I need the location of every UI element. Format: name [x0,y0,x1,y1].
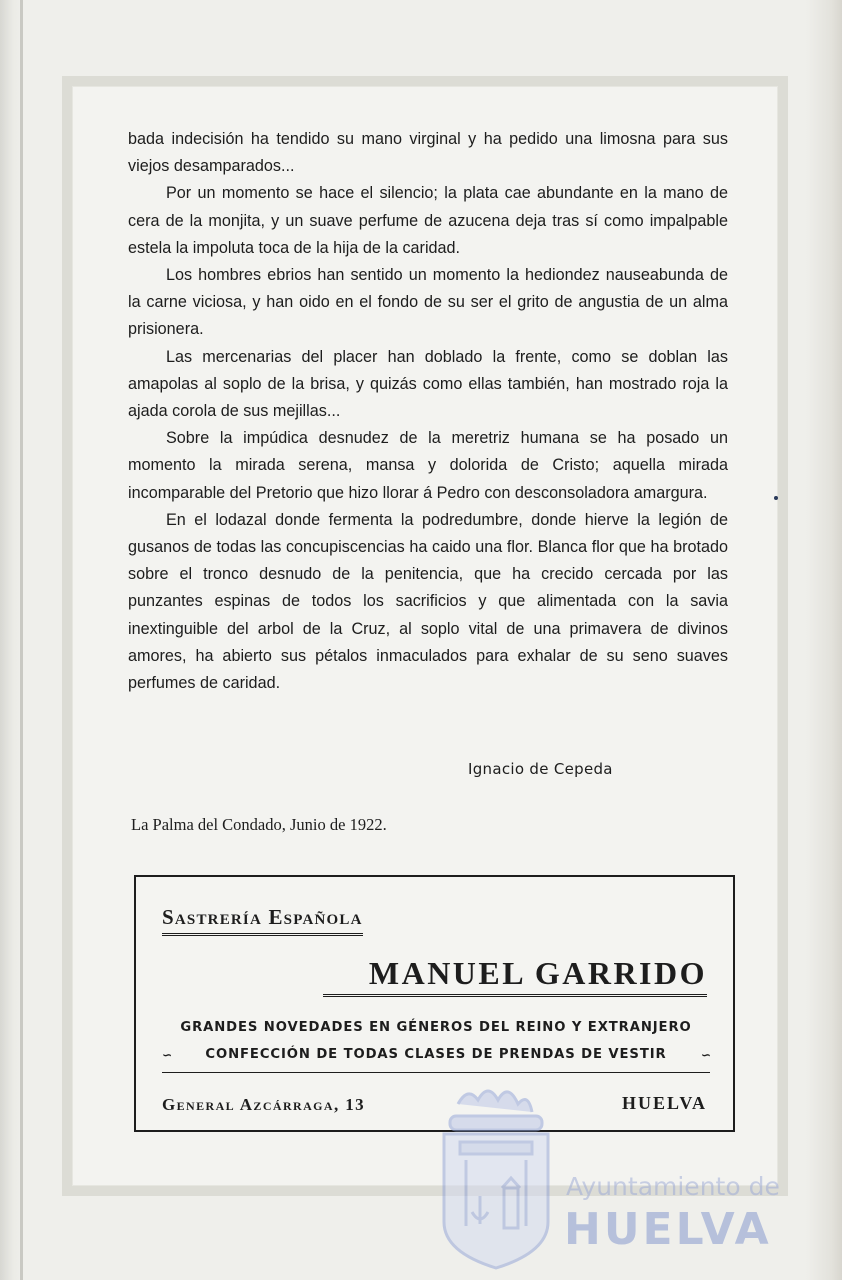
ad-address: General Azcárraga, 13 [162,1095,366,1114]
page-edge-left [0,0,22,1280]
ink-dot [774,496,778,500]
article-paragraph: En el lodazal donde fermenta la podredumbre, donde hierve la legión de gusanos de todas las concupiscencias ha caido una flor. Blanca flor que ha brotado sobre el tronco desnudo de la penitencia, que ha crecido cercada por las punzantes espinas de todos los sacrificios y que alimentada con la savia inextinguible del arbol de la Cruz, al soplo vital de una primavera de divinos amores, ha abierto sus pétalos inmaculados para exhalar de su seno suaves perfumes de caridad. [128,510,728,693]
article-signature: Ignacio de Cepeda [468,760,613,778]
watermark-text-top: Ayuntamiento de [566,1172,780,1201]
article-paragraph: Por un momento se hace el silencio; la plata cae abundante en la mano de cera de la monjita, y un suave perfume de azucena deja tras sí como impalpable estela la impoluta toca de la hija de la caridad. [128,184,728,257]
article-paragraph: Los hombres ebrios han sentido un momento la hediondez nauseabunda de la carne viciosa, y han oido en el fondo de su ser el grito de angustia de un alma prisionera. [128,266,728,339]
ornament-left-icon: ∽ [162,1047,172,1062]
page-edge-shadow [20,0,23,1280]
article-paragraph: Las mercenarias del placer han doblado la frente, como se doblan las amapolas al soplo de la brisa, y quizás como ellas también, han mostrado roja la ajada corola de sus mejillas... [128,347,728,421]
ad-tagline-confeccion-row [162,1047,710,1073]
ad-city: HUELVA [621,1093,707,1113]
ad-tagline-confeccion: CONFECCIÓN DE TODAS CLASES DE PRENDAS DE VESTIR [205,1047,667,1062]
ad-company-name: Sastrería Española [162,905,363,936]
article-paragraph: bada indecisión ha tendido su mano virginal y ha pedido una limosna para sus viejos desamparados... [128,130,728,176]
ad-tagline-novedades: GRANDES NOVEDADES EN GÉNEROS DEL REINO Y EXTRANJERO [180,1020,692,1035]
watermark [428,1076,780,1276]
page-edge-right [806,0,842,1280]
article-body [128,126,728,697]
coat-of-arms-icon [428,1076,558,1276]
place-date: La Palma del Condado, Junio de 1922. [131,815,387,834]
article-paragraph: Sobre la impúdica desnudez de la meretriz humana se ha posado un momento la mirada serena, mansa y dolorida de Cristo; aquella mirada incomparable del Pretorio que hizo llorar á Pedro con desconsoladora amargura. [128,429,728,502]
ad-owner-name: MANUEL GARRIDO [323,955,707,997]
ornament-right-icon: ∽ [700,1047,710,1062]
watermark-text-bottom: HUELVA [564,1204,772,1255]
